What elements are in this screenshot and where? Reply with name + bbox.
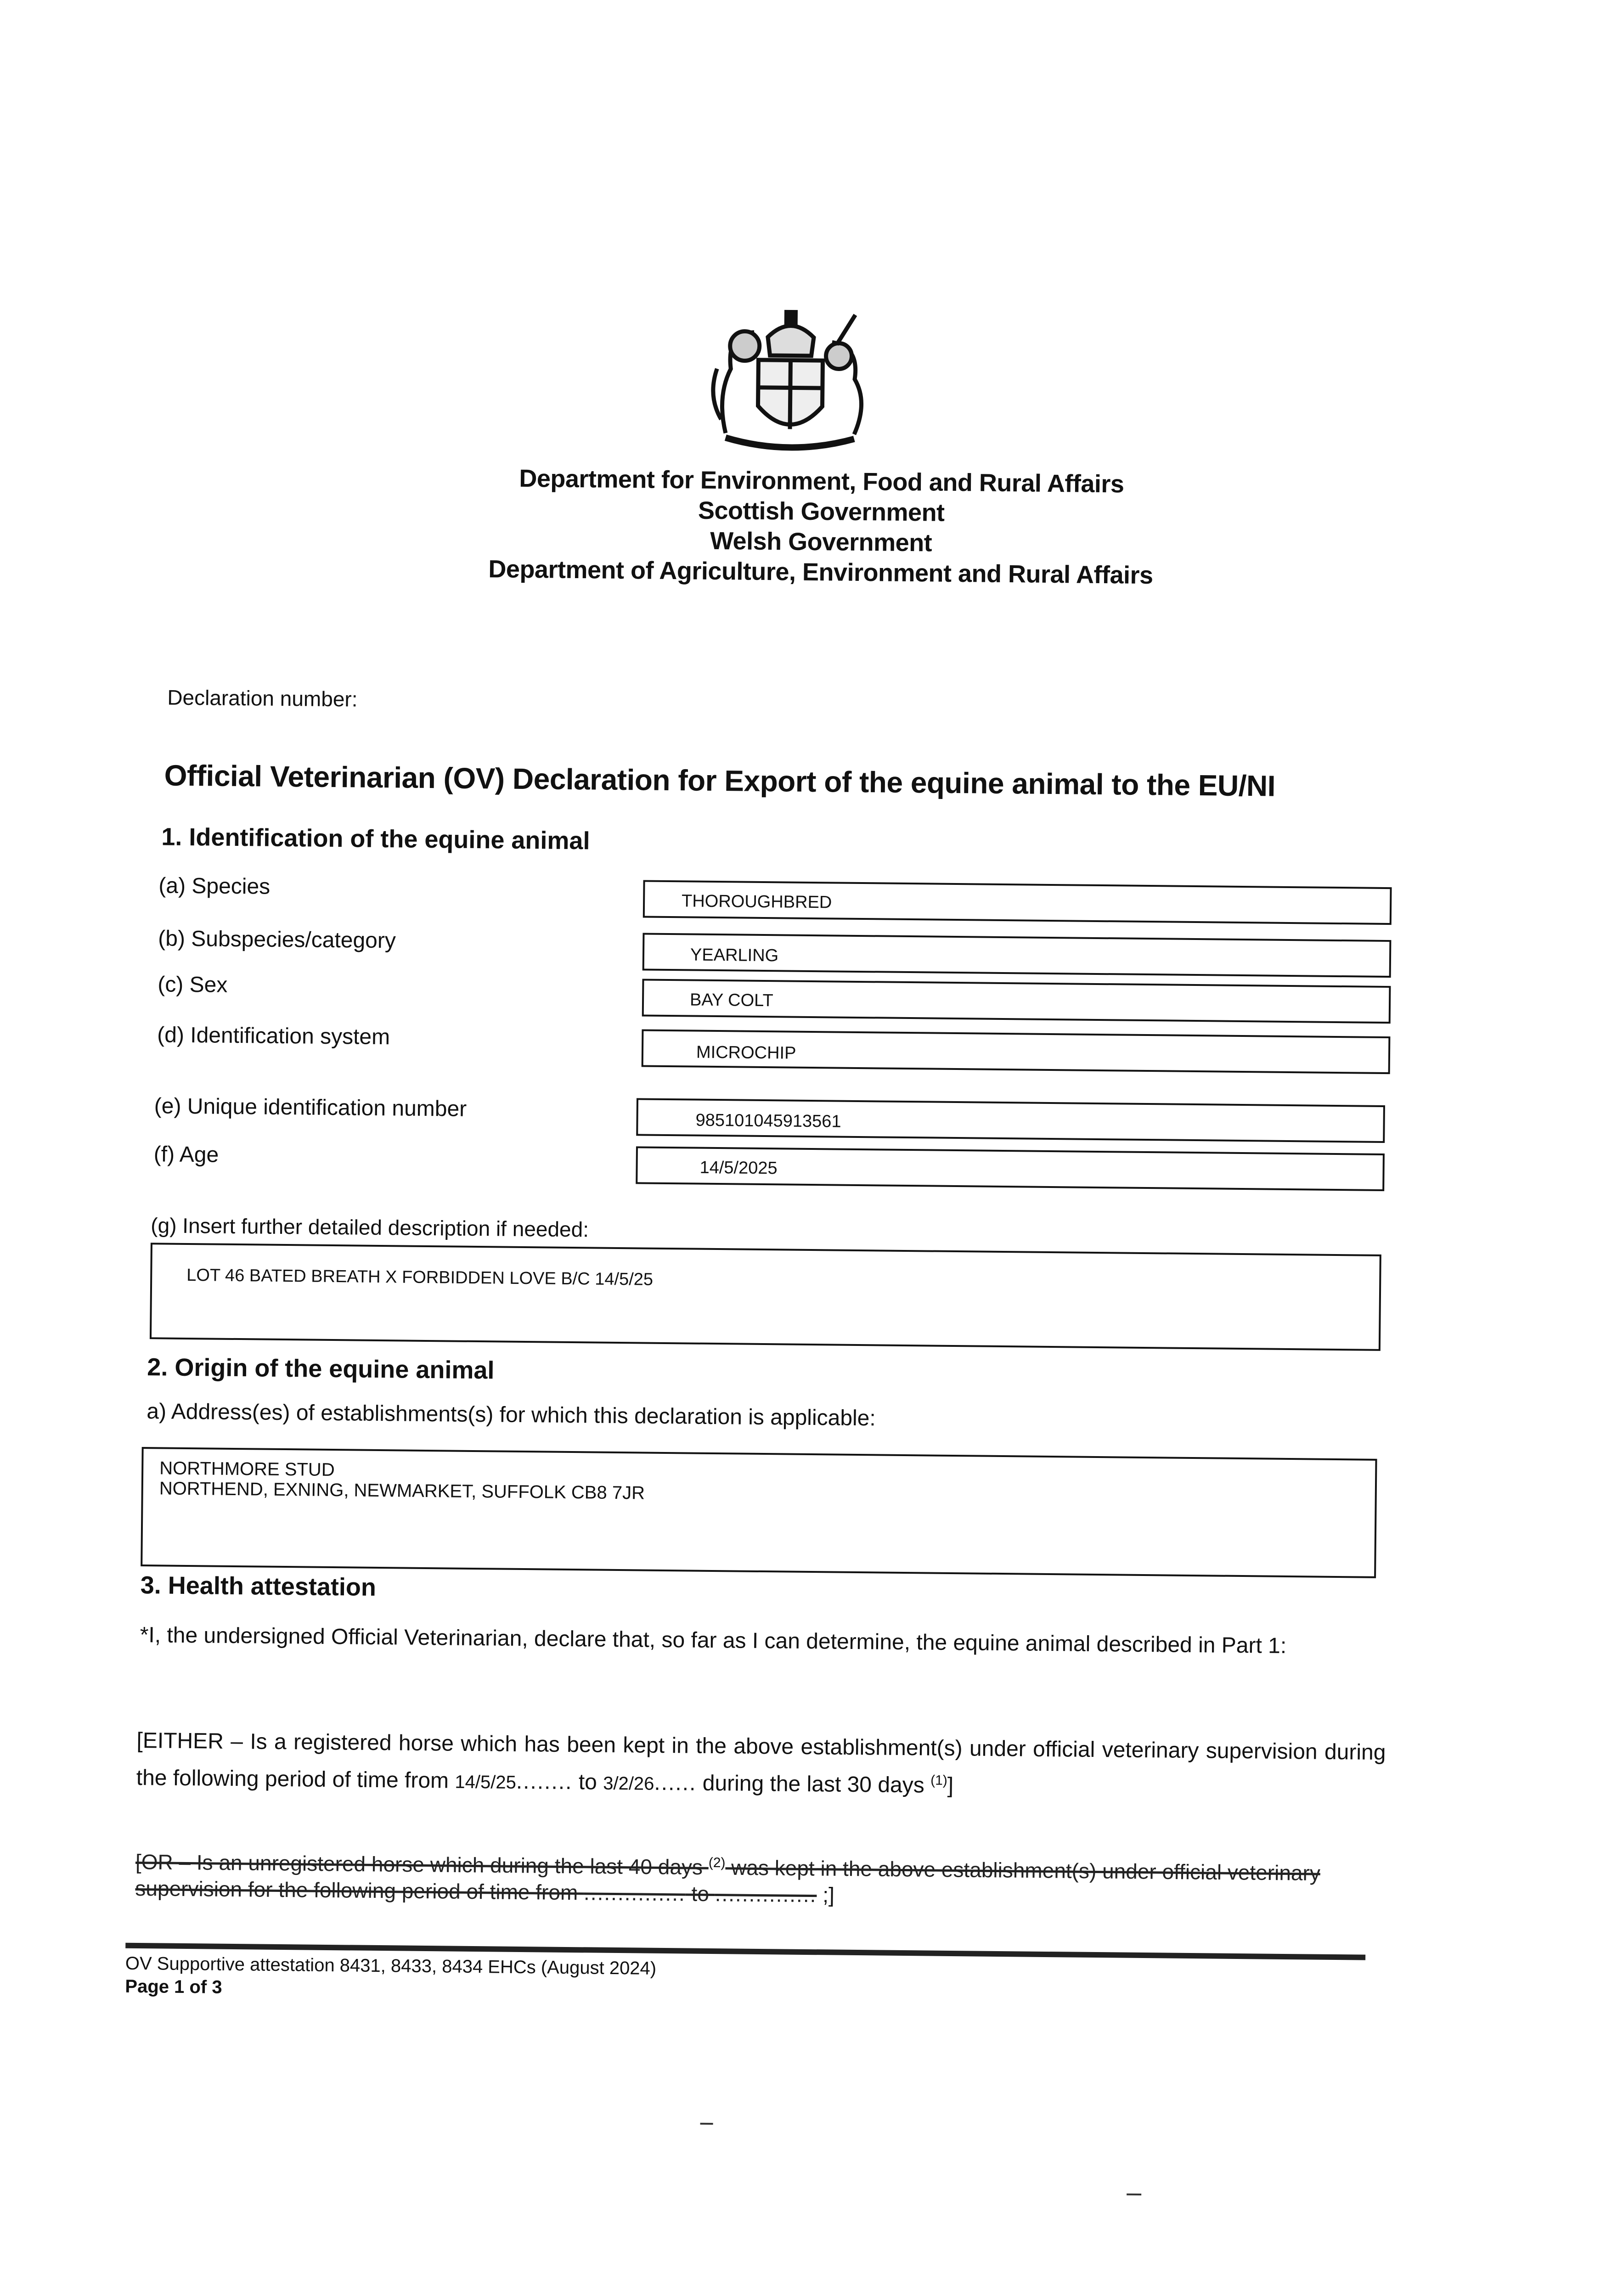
sex-label: (c) Sex bbox=[158, 972, 228, 997]
age-field[interactable] bbox=[636, 1146, 1385, 1191]
address-line-2: NORTHEND, EXNING, NEWMARKET, SUFFOLK CB8 7JR bbox=[159, 1478, 645, 1503]
page-number: Page 1 of 3 bbox=[125, 1976, 222, 1998]
department-defra: Department for Environment, Food and Rural Affairs bbox=[519, 464, 1124, 498]
identification-system-label: (d) Identification system bbox=[157, 1023, 390, 1050]
or-to-word: to bbox=[685, 1881, 715, 1906]
or-footnote: (2) bbox=[708, 1855, 726, 1871]
department-welsh-government: Welsh Government bbox=[710, 527, 932, 557]
or-clause bbox=[135, 1844, 1385, 1913]
subspecies-label: (b) Subspecies/category bbox=[158, 926, 396, 953]
section3-heading: 3. Health attestation bbox=[140, 1571, 377, 1601]
species-field[interactable] bbox=[643, 880, 1392, 925]
unique-id-field[interactable] bbox=[636, 1098, 1385, 1143]
scan-mark bbox=[1127, 2194, 1141, 2195]
age-value: 14/5/2025 bbox=[699, 1158, 778, 1178]
scan-mark bbox=[700, 2123, 713, 2125]
royal-coat-of-arms-icon bbox=[698, 304, 883, 462]
section2-heading: 2. Origin of the equine animal bbox=[147, 1353, 495, 1384]
attestation-intro: *I, the undersigned Official Veterinarian, declare that, so far as I can determine, the equine animal described in Part 1: bbox=[140, 1623, 1287, 1658]
identification-system-value: MICROCHIP bbox=[696, 1042, 796, 1063]
identification-system-field[interactable] bbox=[642, 1029, 1391, 1074]
department-daera: Department of Agriculture, Environment and Rural Affairs bbox=[488, 555, 1153, 590]
subspecies-field[interactable] bbox=[642, 933, 1392, 978]
either-to-word: to bbox=[572, 1770, 603, 1795]
address-value bbox=[159, 1458, 645, 1503]
either-from-dots: ........ bbox=[516, 1769, 573, 1795]
species-value: THOROUGHBRED bbox=[681, 891, 832, 912]
declaration-number-label: Declaration number: bbox=[167, 685, 358, 711]
subspecies-value: YEARLING bbox=[690, 945, 779, 966]
or-to-dots: ............... bbox=[715, 1882, 817, 1907]
species-label: (a) Species bbox=[158, 873, 270, 899]
either-text: [EITHER – Is a registered horse which has been kept in the above establishment(s) under official veterinary supervision during the following period of time from bbox=[136, 1728, 1386, 1793]
either-from-value[interactable]: 14/5/25 bbox=[455, 1772, 517, 1793]
description-label: (g) Insert further detailed description if needed: bbox=[151, 1213, 589, 1242]
sex-field[interactable] bbox=[642, 979, 1391, 1024]
or-close: ;] bbox=[817, 1883, 835, 1907]
age-label: (f) Age bbox=[153, 1142, 219, 1167]
department-scottish-government: Scottish Government bbox=[698, 496, 945, 527]
page-title: Official Veterinarian (OV) Declaration for Export of the equine animal to the EU/NI bbox=[164, 759, 1276, 803]
either-to-dots: ...... bbox=[654, 1770, 697, 1795]
section1-heading: 1. Identification of the equine animal bbox=[161, 823, 590, 855]
unique-id-value: 985101045913561 bbox=[695, 1110, 841, 1131]
either-text-after: during the last 30 days bbox=[696, 1771, 931, 1798]
either-close: ] bbox=[947, 1773, 954, 1798]
either-clause bbox=[136, 1725, 1386, 1807]
sex-value: BAY COLT bbox=[689, 990, 773, 1011]
address-field[interactable] bbox=[141, 1447, 1377, 1578]
address-line-1: NORTHMORE STUD bbox=[159, 1458, 335, 1480]
footer-reference: OV Supportive attestation 8431, 8433, 8434 EHCs (August 2024) bbox=[125, 1953, 657, 1979]
or-text: [OR – Is an unregistered horse which during the last 40 days bbox=[135, 1850, 709, 1880]
either-to-value[interactable]: 3/2/26 bbox=[603, 1773, 654, 1794]
either-footnote: (1) bbox=[930, 1773, 948, 1788]
or-from-dots: ............... bbox=[583, 1880, 686, 1906]
description-field[interactable] bbox=[150, 1243, 1381, 1351]
address-label: a) Address(es) of establishments(s) for which this declaration is applicable: bbox=[147, 1399, 876, 1431]
or-text-mid: was kept in the above establishment(s) under official veterinary supervision for the following period of time from bbox=[135, 1855, 1321, 1905]
issuing-departments bbox=[327, 461, 1315, 592]
description-value: LOT 46 BATED BREATH X FORBIDDEN LOVE B/C 14/5/25 bbox=[186, 1265, 654, 1289]
unique-id-label: (e) Unique identification number bbox=[154, 1094, 467, 1121]
